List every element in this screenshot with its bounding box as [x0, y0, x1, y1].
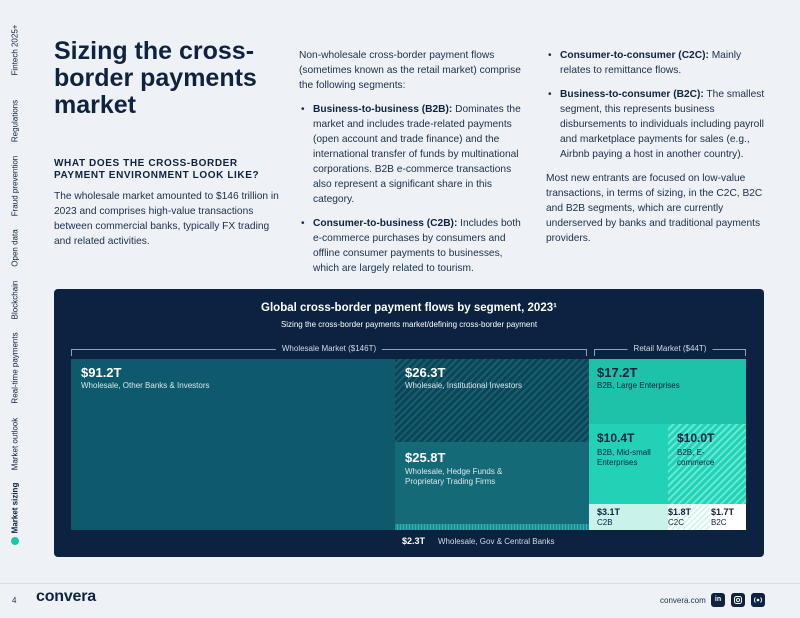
- linkedin-icon[interactable]: in: [711, 593, 725, 607]
- podcast-icon[interactable]: [751, 593, 765, 607]
- segment-value: $10.0T: [677, 431, 715, 445]
- website-link[interactable]: convera.com: [660, 596, 706, 605]
- segment-value-gov-central: $2.3T: [402, 536, 426, 546]
- segment-b2b-mid-small: [589, 424, 668, 504]
- closing-paragraph: Most new entrants are focused on low-value transactions, in terms of sizing, in the C2C, B2C and B2B segments, which are currently underserved by banks and traditional payments providers.: [546, 173, 763, 244]
- bullet-text: Mainly relates to remittance flows.: [560, 50, 742, 76]
- segment-value: $1.8T: [668, 507, 692, 517]
- convera-logo: convera: [36, 588, 96, 605]
- bullet-term: Consumer-to-consumer (C2C):: [560, 50, 709, 61]
- active-indicator-dot: [11, 537, 19, 545]
- segment-label-gov-central: Wholesale, Gov & Central Banks: [438, 537, 555, 546]
- segment-label: Wholesale, Hedge Funds & Proprietary Trading Firms: [405, 467, 503, 486]
- segment-b2c: [710, 504, 746, 530]
- segment-label: B2B, E-commerce: [677, 448, 715, 467]
- bullet-term: Business-to-consumer (B2C):: [560, 89, 704, 100]
- nav-real-time-payments[interactable]: Real-time payments: [10, 332, 20, 404]
- segments-column-continued: [546, 48, 771, 255]
- segment-label: C2C: [668, 518, 685, 527]
- nav-market-sizing[interactable]: Market sizing: [10, 482, 20, 534]
- segment-wholesale-hedge-funds: [395, 442, 589, 524]
- segment-c2c: [668, 504, 710, 530]
- segment-label: C2B: [597, 518, 613, 527]
- segment-wholesale-institutional: [395, 359, 589, 442]
- nav-fraud-prevention[interactable]: Fraud prevention: [10, 155, 20, 217]
- instagram-icon[interactable]: [731, 593, 745, 607]
- bullet-term: Consumer-to-business (C2B):: [313, 218, 458, 229]
- side-navigation: [0, 0, 30, 560]
- chart-title: Global cross-border payment flows by segment, 2023¹: [261, 302, 557, 314]
- page-number: 4: [12, 596, 17, 605]
- bullet-text: The smallest segment, this represents business disbursements to individuals including payroll and marketplace payments for sales (e.g., Airbnb paying a host in another country).: [560, 89, 765, 160]
- footer-divider: [0, 583, 800, 584]
- segments-column: [299, 48, 531, 285]
- segment-label: B2B, Mid-small Enterprises: [597, 448, 651, 467]
- bullet-c2b: [299, 216, 531, 276]
- bullet-b2c: [546, 87, 771, 162]
- section-subheading: WHAT DOES THE CROSS-BORDER PAYMENT ENVIRONMENT LOOK LIKE?: [54, 158, 260, 181]
- bullet-c2c: [546, 48, 771, 78]
- bullet-text: Dominates the market and includes trade-related payments (open account and trade finance) and the international transfer of funds by multinational corporations. B2B e-commerce transactions also represent a significant share in this category.: [313, 104, 521, 205]
- segment-label: B2C: [711, 518, 727, 527]
- page-title: Sizing the cross-border payments market: [54, 37, 257, 119]
- segment-value: $91.2T: [81, 365, 122, 380]
- chart-panel: [54, 289, 764, 557]
- segment-value: $1.7T: [711, 507, 735, 517]
- segment-label: Wholesale, Institutional Investors: [405, 381, 522, 390]
- retail-market-label: Retail Market ($44T): [628, 344, 713, 354]
- chart-subtitle: Sizing the cross-border payments market/defining cross-border payment: [280, 320, 538, 329]
- segments-lead: Non-wholesale cross-border payment flows (sometimes known as the retail market) comprise the following segments:: [299, 50, 521, 91]
- segment-wholesale-other-banks: [71, 359, 395, 530]
- nav-blockchain[interactable]: Blockchain: [10, 280, 20, 320]
- nav-open-data[interactable]: Open data: [10, 229, 20, 267]
- retail-bracket: [594, 344, 746, 356]
- nav-fintech-2025[interactable]: Fintech 2025+: [10, 24, 20, 76]
- segment-label: Wholesale, Other Banks & Investors: [81, 381, 210, 390]
- bullet-term: Business-to-business (B2B):: [313, 104, 453, 115]
- wholesale-market-label: Wholesale Market ($146T): [276, 344, 382, 354]
- segment-c2b: [589, 504, 668, 530]
- nav-regulations[interactable]: Regulations: [10, 99, 20, 143]
- segment-value: $10.4T: [597, 431, 635, 445]
- bullet-b2b: [299, 102, 531, 207]
- intro-paragraph: The wholesale market amounted to $146 trillion in 2023 and comprises high-value transactions between commercial banks, typically FX trading and related activities.: [54, 191, 279, 247]
- segment-value: $25.8T: [405, 450, 446, 465]
- segment-b2b-large: [589, 359, 746, 424]
- nav-market-outlook[interactable]: Market outlook: [10, 417, 20, 471]
- segment-wholesale-gov-central: [395, 524, 589, 530]
- segment-value: $3.1T: [597, 507, 621, 517]
- segment-b2b-ecommerce: [668, 424, 746, 504]
- segment-value: $26.3T: [405, 365, 446, 380]
- segment-label: B2B, Large Enterprises: [597, 381, 680, 390]
- segment-value: $17.2T: [597, 365, 638, 380]
- bullet-text: Includes both e-commerce purchases by consumers and offline consumer payments to businesses, which are largely related to tourism.: [313, 218, 521, 274]
- wholesale-bracket: [71, 344, 587, 356]
